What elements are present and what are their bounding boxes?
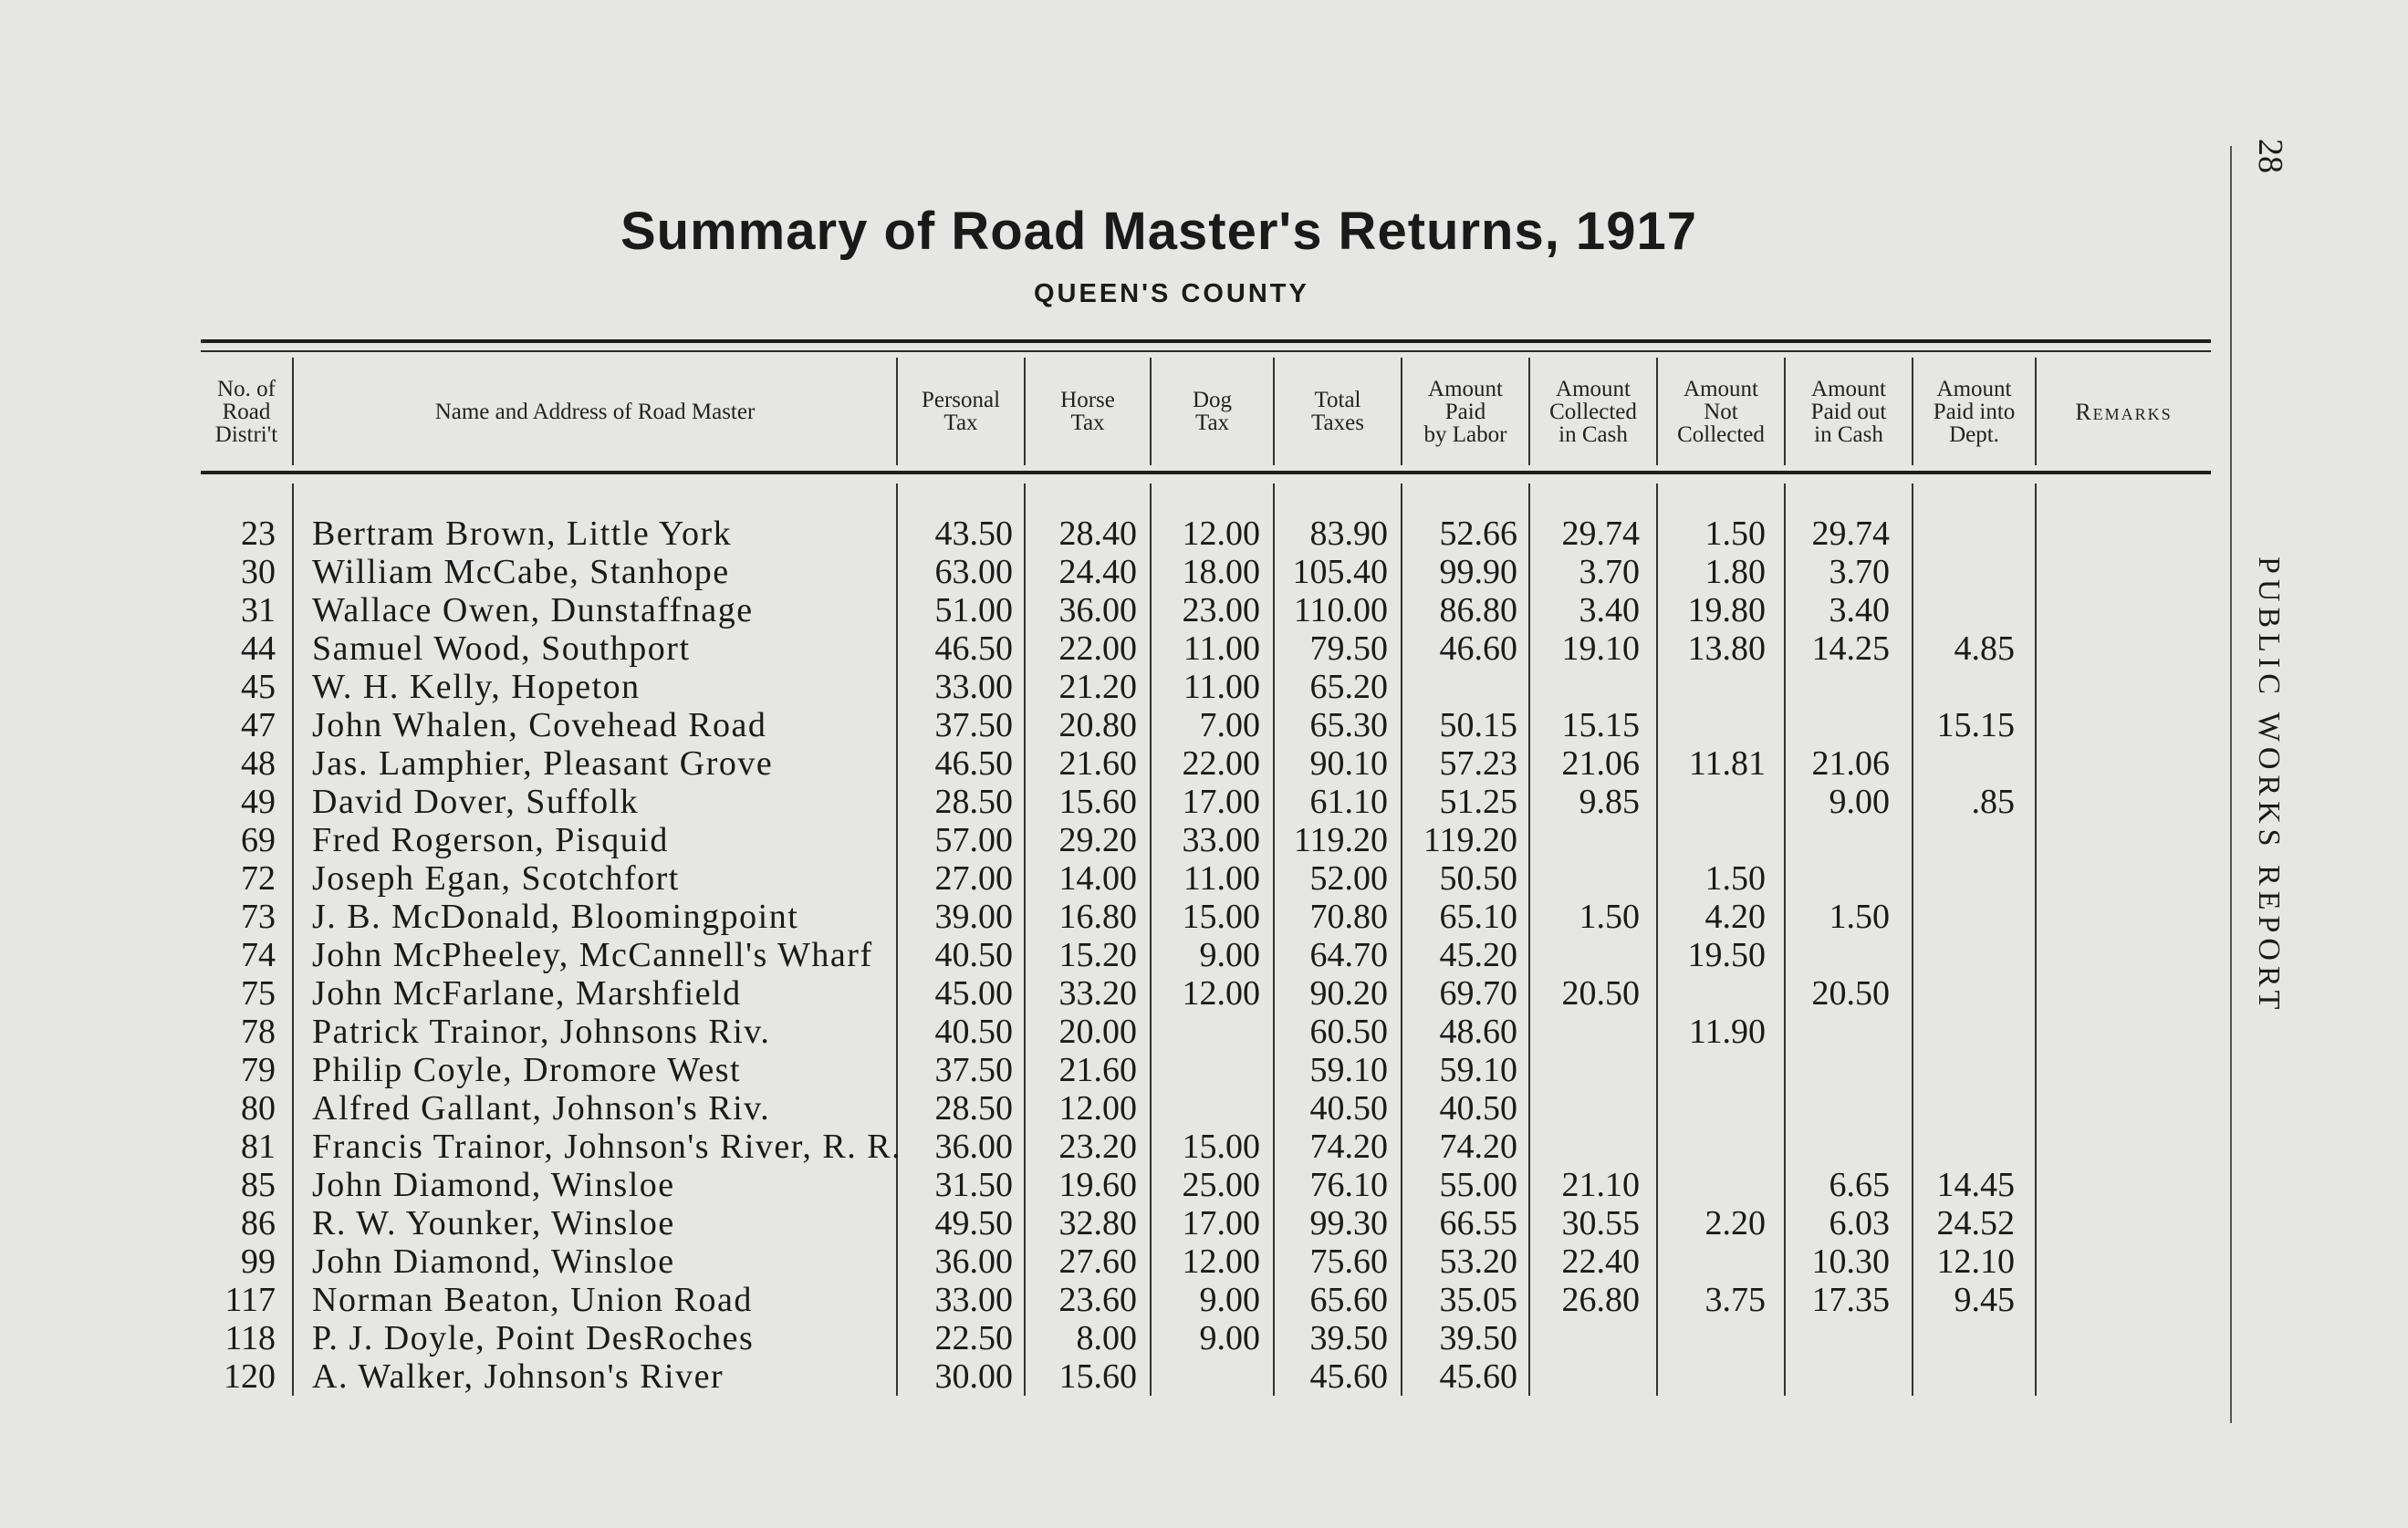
district-no-cell: 47 — [241, 706, 276, 744]
remarks-header: Remarks — [2075, 398, 2173, 425]
total-taxes-cell: 45.60 — [1309, 1357, 1388, 1396]
district-no-cell: 120 — [224, 1357, 276, 1396]
paid-out-in-cash-cell: 14.25 — [1811, 629, 1890, 668]
paid-by-labor-cell: 119.20 — [1423, 821, 1517, 859]
road-master-name-cell: David Dover, Suffolk — [312, 783, 640, 821]
paid-by-labor-cell: 86.80 — [1439, 591, 1517, 629]
district-no-cell: 117 — [224, 1281, 276, 1319]
paid-into-dept-cell: 9.45 — [1954, 1281, 2015, 1319]
personal-tax-cell: 37.50 — [934, 706, 1013, 744]
table-row — [0, 936, 2408, 974]
table-row — [0, 1357, 2408, 1396]
not-collected-cell: 11.90 — [1688, 1013, 1766, 1051]
header-column-divider — [896, 358, 898, 465]
paid-by-labor-cell: 39.50 — [1439, 1319, 1517, 1357]
road-master-name-cell: Joseph Egan, Scotchfort — [312, 859, 680, 898]
table-row — [0, 553, 2408, 591]
paid-into-dept-header: Amount Paid into Dept. — [1933, 376, 2016, 447]
horse-tax-cell: 14.00 — [1058, 859, 1137, 898]
dog-tax-header: Dog Tax — [1192, 388, 1233, 435]
dog-tax-cell: 12.00 — [1182, 974, 1260, 1013]
not-collected-cell: 13.80 — [1687, 629, 1766, 668]
district-no-cell: 48 — [241, 744, 276, 783]
paid-by-labor-cell: 52.66 — [1439, 515, 1517, 553]
collected-in-cash-cell: 19.10 — [1561, 629, 1640, 668]
personal-tax-cell: 31.50 — [934, 1166, 1013, 1204]
horse-tax-cell: 28.40 — [1058, 515, 1137, 553]
district-no-cell: 44 — [241, 629, 276, 668]
paid-by-labor-cell: 55.00 — [1439, 1166, 1517, 1204]
table-row — [0, 706, 2408, 744]
horse-tax-cell: 12.00 — [1058, 1089, 1137, 1128]
total-taxes-cell: 60.50 — [1309, 1013, 1388, 1051]
district-no-cell: 85 — [241, 1166, 276, 1204]
collected-in-cash-cell: 29.74 — [1561, 515, 1640, 553]
total-taxes-cell: 76.10 — [1309, 1166, 1388, 1204]
total-taxes-cell: 75.60 — [1309, 1242, 1388, 1281]
not-collected-header: Amount Not Collected — [1677, 376, 1765, 447]
dog-tax-cell: 11.00 — [1183, 629, 1260, 668]
total-taxes-cell: 65.30 — [1309, 706, 1388, 744]
dog-tax-cell: 12.00 — [1182, 1242, 1260, 1281]
header-column-divider — [1784, 358, 1786, 465]
table-row — [0, 821, 2408, 859]
district-no-cell: 75 — [241, 974, 276, 1013]
total-taxes-cell: 110.00 — [1293, 591, 1388, 629]
paid-into-dept-cell: 12.10 — [1936, 1242, 2015, 1281]
road-master-name-cell: William McCabe, Stanhope — [312, 553, 730, 591]
table-row — [0, 1128, 2408, 1166]
personal-tax-cell: 49.50 — [934, 1204, 1013, 1242]
district-no-cell: 73 — [241, 898, 276, 936]
collected-in-cash-cell: 26.80 — [1561, 1281, 1640, 1319]
personal-tax-cell: 27.00 — [934, 859, 1013, 898]
road-master-name-cell: John Diamond, Winsloe — [312, 1166, 675, 1204]
header-column-divider — [2035, 358, 2037, 465]
total-taxes-cell: 90.20 — [1309, 974, 1388, 1013]
paid-into-dept-cell: 14.45 — [1936, 1166, 2015, 1204]
table-row — [0, 1051, 2408, 1089]
horse-tax-cell: 20.00 — [1058, 1013, 1137, 1051]
paid-by-labor-cell: 57.23 — [1439, 744, 1517, 783]
personal-tax-cell: 28.50 — [934, 783, 1013, 821]
total-taxes-cell: 64.70 — [1309, 936, 1388, 974]
road-master-name-cell: Norman Beaton, Union Road — [312, 1281, 753, 1319]
paid-out-in-cash-cell: 1.50 — [1829, 898, 1890, 936]
horse-tax-cell: 16.80 — [1058, 898, 1137, 936]
paid-by-labor-cell: 74.20 — [1439, 1128, 1517, 1166]
paid-out-in-cash-cell: 6.65 — [1829, 1166, 1890, 1204]
total-taxes-cell: 52.00 — [1309, 859, 1388, 898]
table-row — [0, 1319, 2408, 1357]
dog-tax-cell: 12.00 — [1182, 515, 1260, 553]
personal-tax-cell: 63.00 — [934, 553, 1013, 591]
district-no-header: No. of Road Distri't — [214, 376, 278, 447]
paid-by-labor-cell: 45.20 — [1439, 936, 1517, 974]
district-no-cell: 80 — [241, 1089, 276, 1128]
collected-in-cash-cell: 15.15 — [1561, 706, 1640, 744]
header-bottom-rule — [201, 471, 2211, 474]
dog-tax-cell: 7.00 — [1199, 706, 1260, 744]
road-master-name-cell: John McPheeley, McCannell's Wharf — [312, 936, 873, 974]
paid-by-labor-cell: 51.25 — [1439, 783, 1517, 821]
top-rule-inner — [201, 350, 2211, 352]
table-row — [0, 591, 2408, 629]
paid-into-dept-cell: 4.85 — [1954, 629, 2015, 668]
paid-by-labor-cell: 53.20 — [1439, 1242, 1517, 1281]
personal-tax-cell: 40.50 — [934, 1013, 1013, 1051]
table-row — [0, 515, 2408, 553]
horse-tax-cell: 29.20 — [1058, 821, 1137, 859]
personal-tax-cell: 36.00 — [934, 1242, 1013, 1281]
personal-tax-cell: 40.50 — [934, 936, 1013, 974]
total-taxes-cell: 40.50 — [1309, 1089, 1388, 1128]
dog-tax-cell: 22.00 — [1182, 744, 1260, 783]
dog-tax-cell: 18.00 — [1182, 553, 1260, 591]
road-master-name-cell: Philip Coyle, Dromore West — [312, 1051, 742, 1089]
paid-by-labor-cell: 99.90 — [1439, 553, 1517, 591]
paid-out-in-cash-cell: 29.74 — [1811, 515, 1890, 553]
road-master-name-cell: Jas. Lamphier, Pleasant Grove — [312, 744, 774, 783]
personal-tax-cell: 33.00 — [934, 1281, 1013, 1319]
district-no-cell: 79 — [241, 1051, 276, 1089]
paid-by-labor-cell: 65.10 — [1439, 898, 1517, 936]
collected-in-cash-cell: 3.70 — [1579, 553, 1640, 591]
personal-tax-cell: 30.00 — [934, 1357, 1013, 1396]
table-row — [0, 1013, 2408, 1051]
district-no-cell: 81 — [241, 1128, 276, 1166]
horse-tax-cell: 22.00 — [1058, 629, 1137, 668]
margin-rule — [2230, 146, 2232, 1423]
road-master-name-cell: John Diamond, Winsloe — [312, 1242, 675, 1281]
road-master-name-cell: A. Walker, Johnson's River — [312, 1357, 724, 1396]
horse-tax-cell: 15.60 — [1058, 1357, 1137, 1396]
page-title: Summary of Road Master's Returns, 1917 — [620, 202, 1697, 261]
paid-by-labor-cell: 59.10 — [1439, 1051, 1517, 1089]
total-taxes-header: Total Taxes — [1311, 388, 1364, 435]
table-row — [0, 859, 2408, 898]
table-row — [0, 1281, 2408, 1319]
header-column-divider — [1024, 358, 1026, 465]
paid-by-labor-header: Amount Paid by Labor — [1423, 376, 1507, 447]
table-row — [0, 668, 2408, 706]
district-no-cell: 69 — [241, 821, 276, 859]
district-no-cell: 23 — [241, 515, 276, 553]
total-taxes-cell: 70.80 — [1309, 898, 1388, 936]
collected-in-cash-cell: 3.40 — [1579, 591, 1640, 629]
total-taxes-cell: 74.20 — [1309, 1128, 1388, 1166]
horse-tax-cell: 15.60 — [1058, 783, 1137, 821]
paid-by-labor-cell: 35.05 — [1439, 1281, 1517, 1319]
horse-tax-cell: 24.40 — [1058, 553, 1137, 591]
not-collected-cell: 2.20 — [1704, 1204, 1766, 1242]
personal-tax-cell: 46.50 — [934, 744, 1013, 783]
total-taxes-cell: 59.10 — [1309, 1051, 1388, 1089]
dog-tax-cell: 11.00 — [1183, 668, 1260, 706]
horse-tax-cell: 33.20 — [1058, 974, 1137, 1013]
dog-tax-cell: 25.00 — [1182, 1166, 1260, 1204]
not-collected-cell: 4.20 — [1704, 898, 1766, 936]
horse-tax-cell: 19.60 — [1058, 1166, 1137, 1204]
header-column-divider — [292, 358, 294, 465]
total-taxes-cell: 39.50 — [1309, 1319, 1388, 1357]
district-no-cell: 78 — [241, 1013, 276, 1051]
dog-tax-cell: 15.00 — [1182, 898, 1260, 936]
collected-in-cash-cell: 21.10 — [1561, 1166, 1640, 1204]
horse-tax-cell: 21.60 — [1058, 1051, 1137, 1089]
total-taxes-cell: 105.40 — [1292, 553, 1388, 591]
paid-by-labor-cell: 40.50 — [1439, 1089, 1517, 1128]
horse-tax-cell: 21.60 — [1058, 744, 1137, 783]
not-collected-cell: 1.50 — [1704, 515, 1766, 553]
paid-out-in-cash-cell: 21.06 — [1811, 744, 1890, 783]
personal-tax-header: Personal Tax — [921, 388, 1001, 435]
road-master-name-cell: John Whalen, Covehead Road — [312, 706, 767, 744]
district-no-cell: 30 — [241, 553, 276, 591]
paid-out-in-cash-cell: 17.35 — [1811, 1281, 1890, 1319]
district-no-cell: 99 — [241, 1242, 276, 1281]
horse-tax-cell: 15.20 — [1058, 936, 1137, 974]
table-row — [0, 783, 2408, 821]
not-collected-cell: 19.50 — [1687, 936, 1766, 974]
horse-tax-cell: 23.60 — [1058, 1281, 1137, 1319]
total-taxes-cell: 79.50 — [1309, 629, 1388, 668]
personal-tax-cell: 45.00 — [934, 974, 1013, 1013]
dog-tax-cell: 33.00 — [1182, 821, 1260, 859]
total-taxes-cell: 99.30 — [1309, 1204, 1388, 1242]
header-column-divider — [1150, 358, 1152, 465]
page-number: 28 — [2251, 139, 2289, 173]
district-no-cell: 86 — [241, 1204, 276, 1242]
paid-out-in-cash-cell: 6.03 — [1829, 1204, 1890, 1242]
personal-tax-cell: 51.00 — [934, 591, 1013, 629]
header-column-divider — [1912, 358, 1913, 465]
personal-tax-cell: 43.50 — [934, 515, 1013, 553]
total-taxes-cell: 83.90 — [1309, 515, 1388, 553]
top-rule — [201, 339, 2211, 343]
header-column-divider — [1656, 358, 1658, 465]
personal-tax-cell: 37.50 — [934, 1051, 1013, 1089]
road-master-name-cell: Alfred Gallant, Johnson's Riv. — [312, 1089, 771, 1128]
paid-out-in-cash-cell: 10.30 — [1811, 1242, 1890, 1281]
dog-tax-cell: 9.00 — [1199, 1319, 1260, 1357]
table-row — [0, 629, 2408, 668]
horse-tax-cell: 32.80 — [1058, 1204, 1137, 1242]
table-row — [0, 1204, 2408, 1242]
not-collected-cell: 19.80 — [1687, 591, 1766, 629]
header-column-divider — [1273, 358, 1275, 465]
horse-tax-cell: 27.60 — [1058, 1242, 1137, 1281]
collected-in-cash-cell: 20.50 — [1561, 974, 1640, 1013]
name-address-header: Name and Address of Road Master — [434, 399, 756, 424]
total-taxes-cell: 90.10 — [1309, 744, 1388, 783]
horse-tax-cell: 20.80 — [1058, 706, 1137, 744]
collected-in-cash-cell: 9.85 — [1579, 783, 1640, 821]
paid-by-labor-cell: 50.15 — [1439, 706, 1517, 744]
horse-tax-cell: 23.20 — [1058, 1128, 1137, 1166]
dog-tax-cell: 23.00 — [1182, 591, 1260, 629]
road-master-name-cell: W. H. Kelly, Hopeton — [312, 668, 641, 706]
road-master-name-cell: P. J. Doyle, Point DesRoches — [312, 1319, 755, 1357]
road-master-name-cell: Wallace Owen, Dunstaffnage — [312, 591, 754, 629]
paid-by-labor-cell: 46.60 — [1439, 629, 1517, 668]
district-no-cell: 31 — [241, 591, 276, 629]
total-taxes-cell: 65.60 — [1309, 1281, 1388, 1319]
not-collected-cell: 1.50 — [1704, 859, 1766, 898]
paid-by-labor-cell: 50.50 — [1439, 859, 1517, 898]
road-master-name-cell: Samuel Wood, Southport — [312, 629, 691, 668]
district-no-cell: 72 — [241, 859, 276, 898]
paid-by-labor-cell: 66.55 — [1439, 1204, 1517, 1242]
horse-tax-cell: 21.20 — [1058, 668, 1137, 706]
road-master-name-cell: Patrick Trainor, Johnsons Riv. — [312, 1013, 771, 1051]
district-no-cell: 74 — [241, 936, 276, 974]
page-subtitle: QUEEN'S COUNTY — [1034, 279, 1309, 308]
road-master-name-cell: John McFarlane, Marshfield — [312, 974, 742, 1013]
horse-tax-header: Horse Tax — [1060, 388, 1115, 435]
dog-tax-cell: 17.00 — [1182, 783, 1260, 821]
not-collected-cell: 1.80 — [1704, 553, 1766, 591]
dog-tax-cell: 11.00 — [1183, 859, 1260, 898]
table-row — [0, 744, 2408, 783]
paid-out-in-cash-header: Amount Paid out in Cash — [1810, 376, 1887, 447]
not-collected-cell: 11.81 — [1688, 744, 1766, 783]
road-master-name-cell: J. B. McDonald, Bloomingpoint — [312, 898, 799, 936]
road-master-name-cell: Bertram Brown, Little York — [312, 515, 733, 553]
horse-tax-cell: 36.00 — [1058, 591, 1137, 629]
collected-in-cash-cell: 30.55 — [1561, 1204, 1640, 1242]
district-no-cell: 45 — [241, 668, 276, 706]
paid-out-in-cash-cell: 3.70 — [1829, 553, 1890, 591]
table-row — [0, 1242, 2408, 1281]
road-master-name-cell: Francis Trainor, Johnson's River, R. R. — [312, 1128, 902, 1166]
dog-tax-cell: 9.00 — [1199, 1281, 1260, 1319]
district-no-cell: 118 — [224, 1319, 276, 1357]
district-no-cell: 49 — [241, 783, 276, 821]
header-column-divider — [1528, 358, 1530, 465]
total-taxes-cell: 61.10 — [1309, 783, 1388, 821]
paid-into-dept-cell: .85 — [1971, 783, 2015, 821]
paid-by-labor-cell: 45.60 — [1439, 1357, 1517, 1396]
paid-out-in-cash-cell: 20.50 — [1811, 974, 1890, 1013]
header-column-divider — [1401, 358, 1402, 465]
collected-in-cash-cell: 21.06 — [1561, 744, 1640, 783]
table-row — [0, 974, 2408, 1013]
paid-out-in-cash-cell: 9.00 — [1829, 783, 1890, 821]
running-head: PUBLIC WORKS REPORT — [2252, 556, 2286, 1015]
personal-tax-cell: 46.50 — [934, 629, 1013, 668]
road-master-name-cell: Fred Rogerson, Pisquid — [312, 821, 669, 859]
collected-in-cash-cell: 1.50 — [1579, 898, 1640, 936]
paid-by-labor-cell: 69.70 — [1439, 974, 1517, 1013]
collected-in-cash-cell: 22.40 — [1561, 1242, 1640, 1281]
table-row — [0, 1166, 2408, 1204]
personal-tax-cell: 28.50 — [934, 1089, 1013, 1128]
table-row — [0, 898, 2408, 936]
table-row — [0, 1089, 2408, 1128]
personal-tax-cell: 33.00 — [934, 668, 1013, 706]
not-collected-cell: 3.75 — [1704, 1281, 1766, 1319]
horse-tax-cell: 8.00 — [1076, 1319, 1137, 1357]
personal-tax-cell: 36.00 — [934, 1128, 1013, 1166]
road-master-name-cell: R. W. Younker, Winsloe — [312, 1204, 675, 1242]
total-taxes-cell: 65.20 — [1309, 668, 1388, 706]
paid-by-labor-cell: 48.60 — [1439, 1013, 1517, 1051]
paid-out-in-cash-cell: 3.40 — [1829, 591, 1890, 629]
paid-into-dept-cell: 24.52 — [1936, 1204, 2015, 1242]
dog-tax-cell: 17.00 — [1182, 1204, 1260, 1242]
personal-tax-cell: 22.50 — [934, 1319, 1013, 1357]
dog-tax-cell: 9.00 — [1199, 936, 1260, 974]
collected-in-cash-header: Amount Collected in Cash — [1549, 376, 1637, 447]
personal-tax-cell: 57.00 — [934, 821, 1013, 859]
personal-tax-cell: 39.00 — [934, 898, 1013, 936]
paid-into-dept-cell: 15.15 — [1936, 706, 2015, 744]
dog-tax-cell: 15.00 — [1182, 1128, 1260, 1166]
total-taxes-cell: 119.20 — [1293, 821, 1388, 859]
